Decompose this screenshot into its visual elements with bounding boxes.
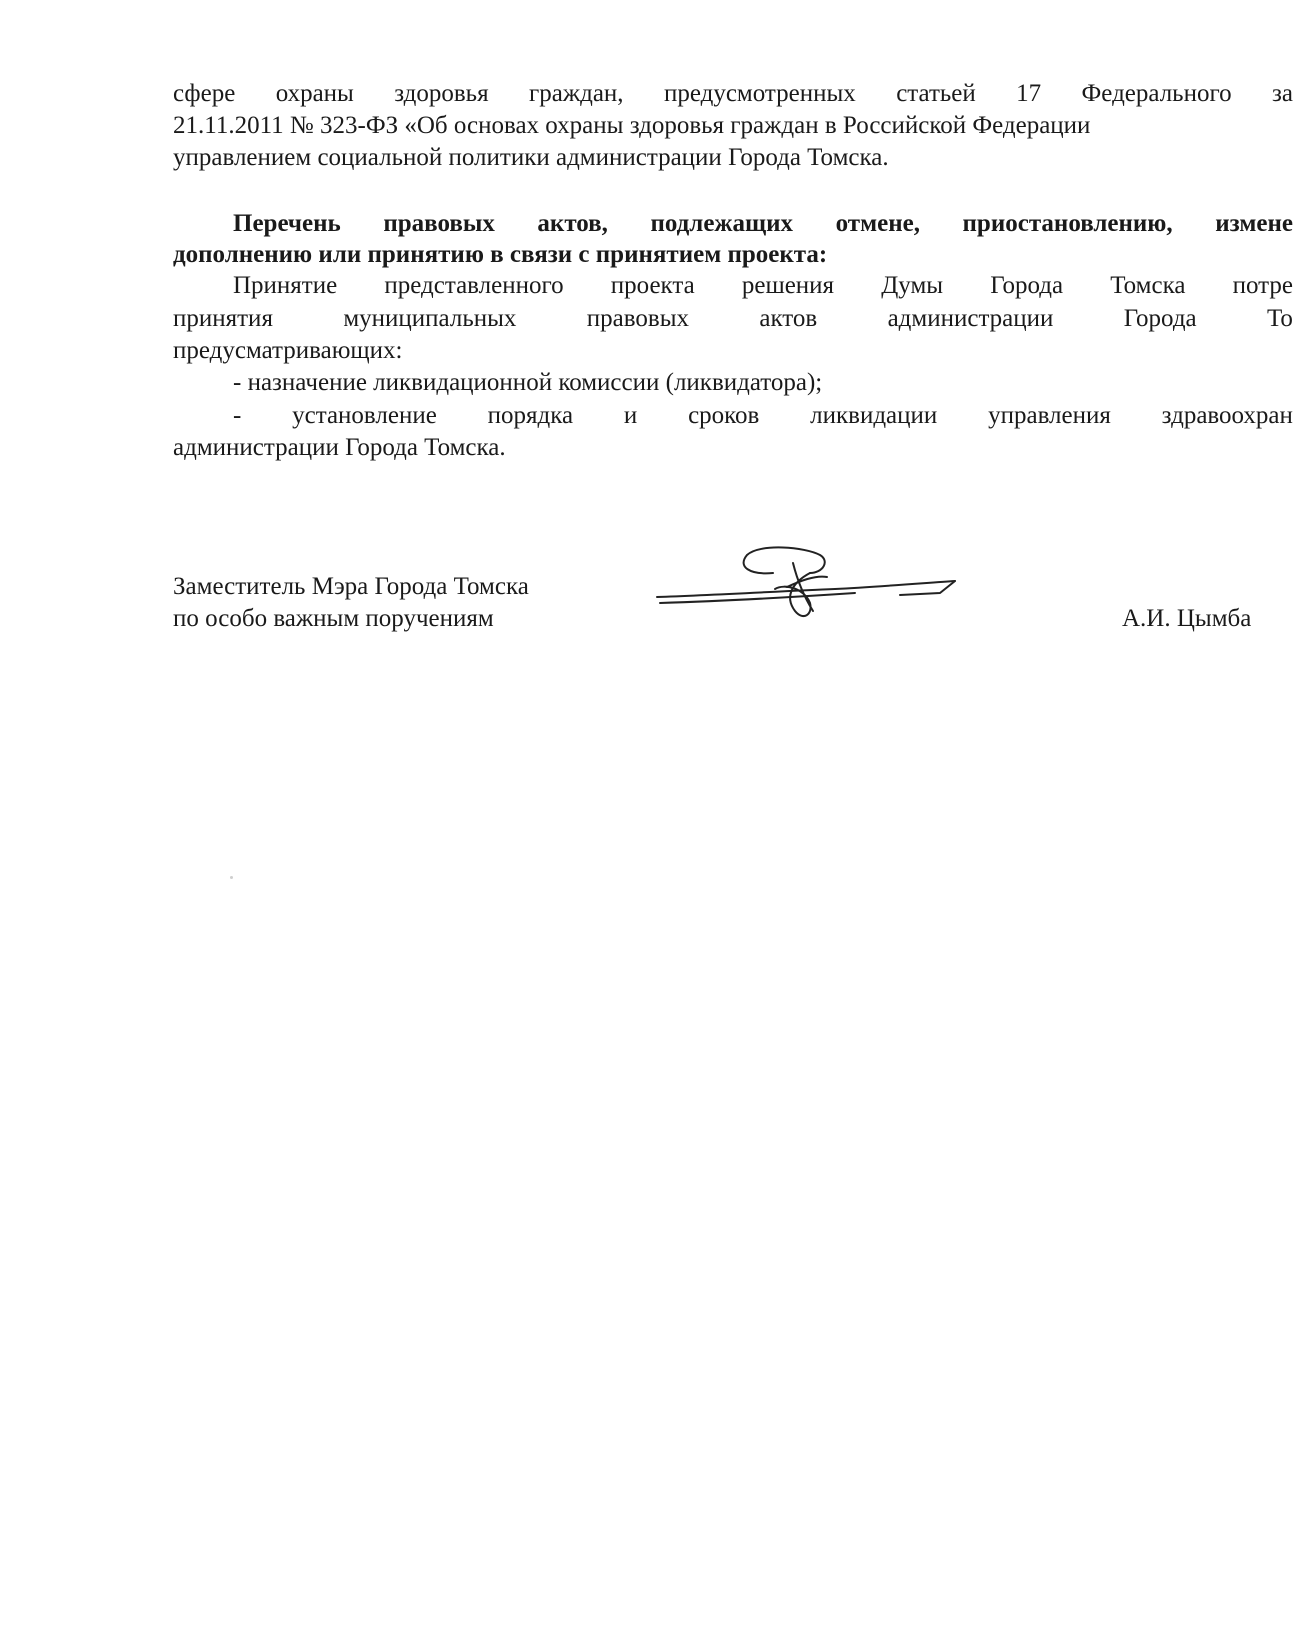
word: подлежащих <box>650 210 794 237</box>
paragraph2-line3: предусматривающих: <box>173 337 403 364</box>
paragraph1-line3: управлением социальной политики администрации Города Томска. <box>173 144 889 171</box>
word: Города <box>1123 305 1197 332</box>
signature-stroke <box>744 547 825 573</box>
paragraph1-line2: 21.11.2011 № 323-ФЗ «Об основах охраны здоровья граждан в Российской Федерации <box>173 112 1091 139</box>
word: за <box>1271 80 1293 107</box>
word: актов <box>759 305 818 332</box>
handwritten-signature <box>655 545 965 625</box>
list-item-2-line1 <box>173 400 1293 432</box>
section-heading-line2: дополнению или принятию в связи с принятием проекта: <box>173 241 828 268</box>
word: отмене, <box>835 210 920 237</box>
word: решения <box>741 272 835 299</box>
word: здравоохран <box>1161 402 1293 429</box>
word: Федерального <box>1081 80 1232 107</box>
word: Города <box>990 272 1064 299</box>
signatory-title-line1: Заместитель Мэра Города Томска <box>173 573 529 600</box>
word: Принятие <box>233 272 338 299</box>
word: здоровья <box>394 80 489 107</box>
word: - <box>233 402 242 429</box>
list-item-1: - назначение ликвидационной комиссии (ликвидатора); <box>233 369 823 396</box>
word: предусмотренных <box>663 80 856 107</box>
paragraph2-line2 <box>173 303 1293 335</box>
word: статьей <box>896 80 976 107</box>
word: потре <box>1232 272 1293 299</box>
word: актов, <box>537 210 608 237</box>
word: администрации <box>887 305 1054 332</box>
word: Томска <box>1110 272 1186 299</box>
signature-stroke <box>787 577 827 587</box>
word: Перечень <box>233 210 341 237</box>
word: ликвидации <box>810 402 938 429</box>
word: граждан, <box>528 80 624 107</box>
word: проекта <box>610 272 695 299</box>
word: муниципальных <box>343 305 517 332</box>
word: приостановлению, <box>962 210 1173 237</box>
word: То <box>1267 305 1293 332</box>
signatory-name: А.И. Цымба <box>1122 605 1252 632</box>
scan-speck <box>230 876 233 879</box>
word: управления <box>988 402 1111 429</box>
word: представленного <box>384 272 564 299</box>
word: правовых <box>586 305 690 332</box>
paragraph1-line1 <box>173 78 1293 110</box>
word: и <box>623 402 638 429</box>
word: принятия <box>173 305 273 332</box>
word: правовых <box>383 210 495 237</box>
section-heading-line1 <box>173 208 1293 240</box>
word: измене <box>1215 210 1293 237</box>
word: порядка <box>487 402 574 429</box>
signature-stroke <box>660 593 855 603</box>
word: охраны <box>275 80 354 107</box>
word: установление <box>292 402 437 429</box>
word: 17 <box>1016 80 1042 107</box>
word: сроков <box>688 402 760 429</box>
signatory-title-line2: по особо важным поручениям <box>173 605 494 632</box>
list-item-2-line2: администрации Города Томска. <box>173 434 506 461</box>
paragraph2-line1 <box>173 270 1293 302</box>
word: сфере <box>173 80 236 107</box>
word: Думы <box>881 272 944 299</box>
